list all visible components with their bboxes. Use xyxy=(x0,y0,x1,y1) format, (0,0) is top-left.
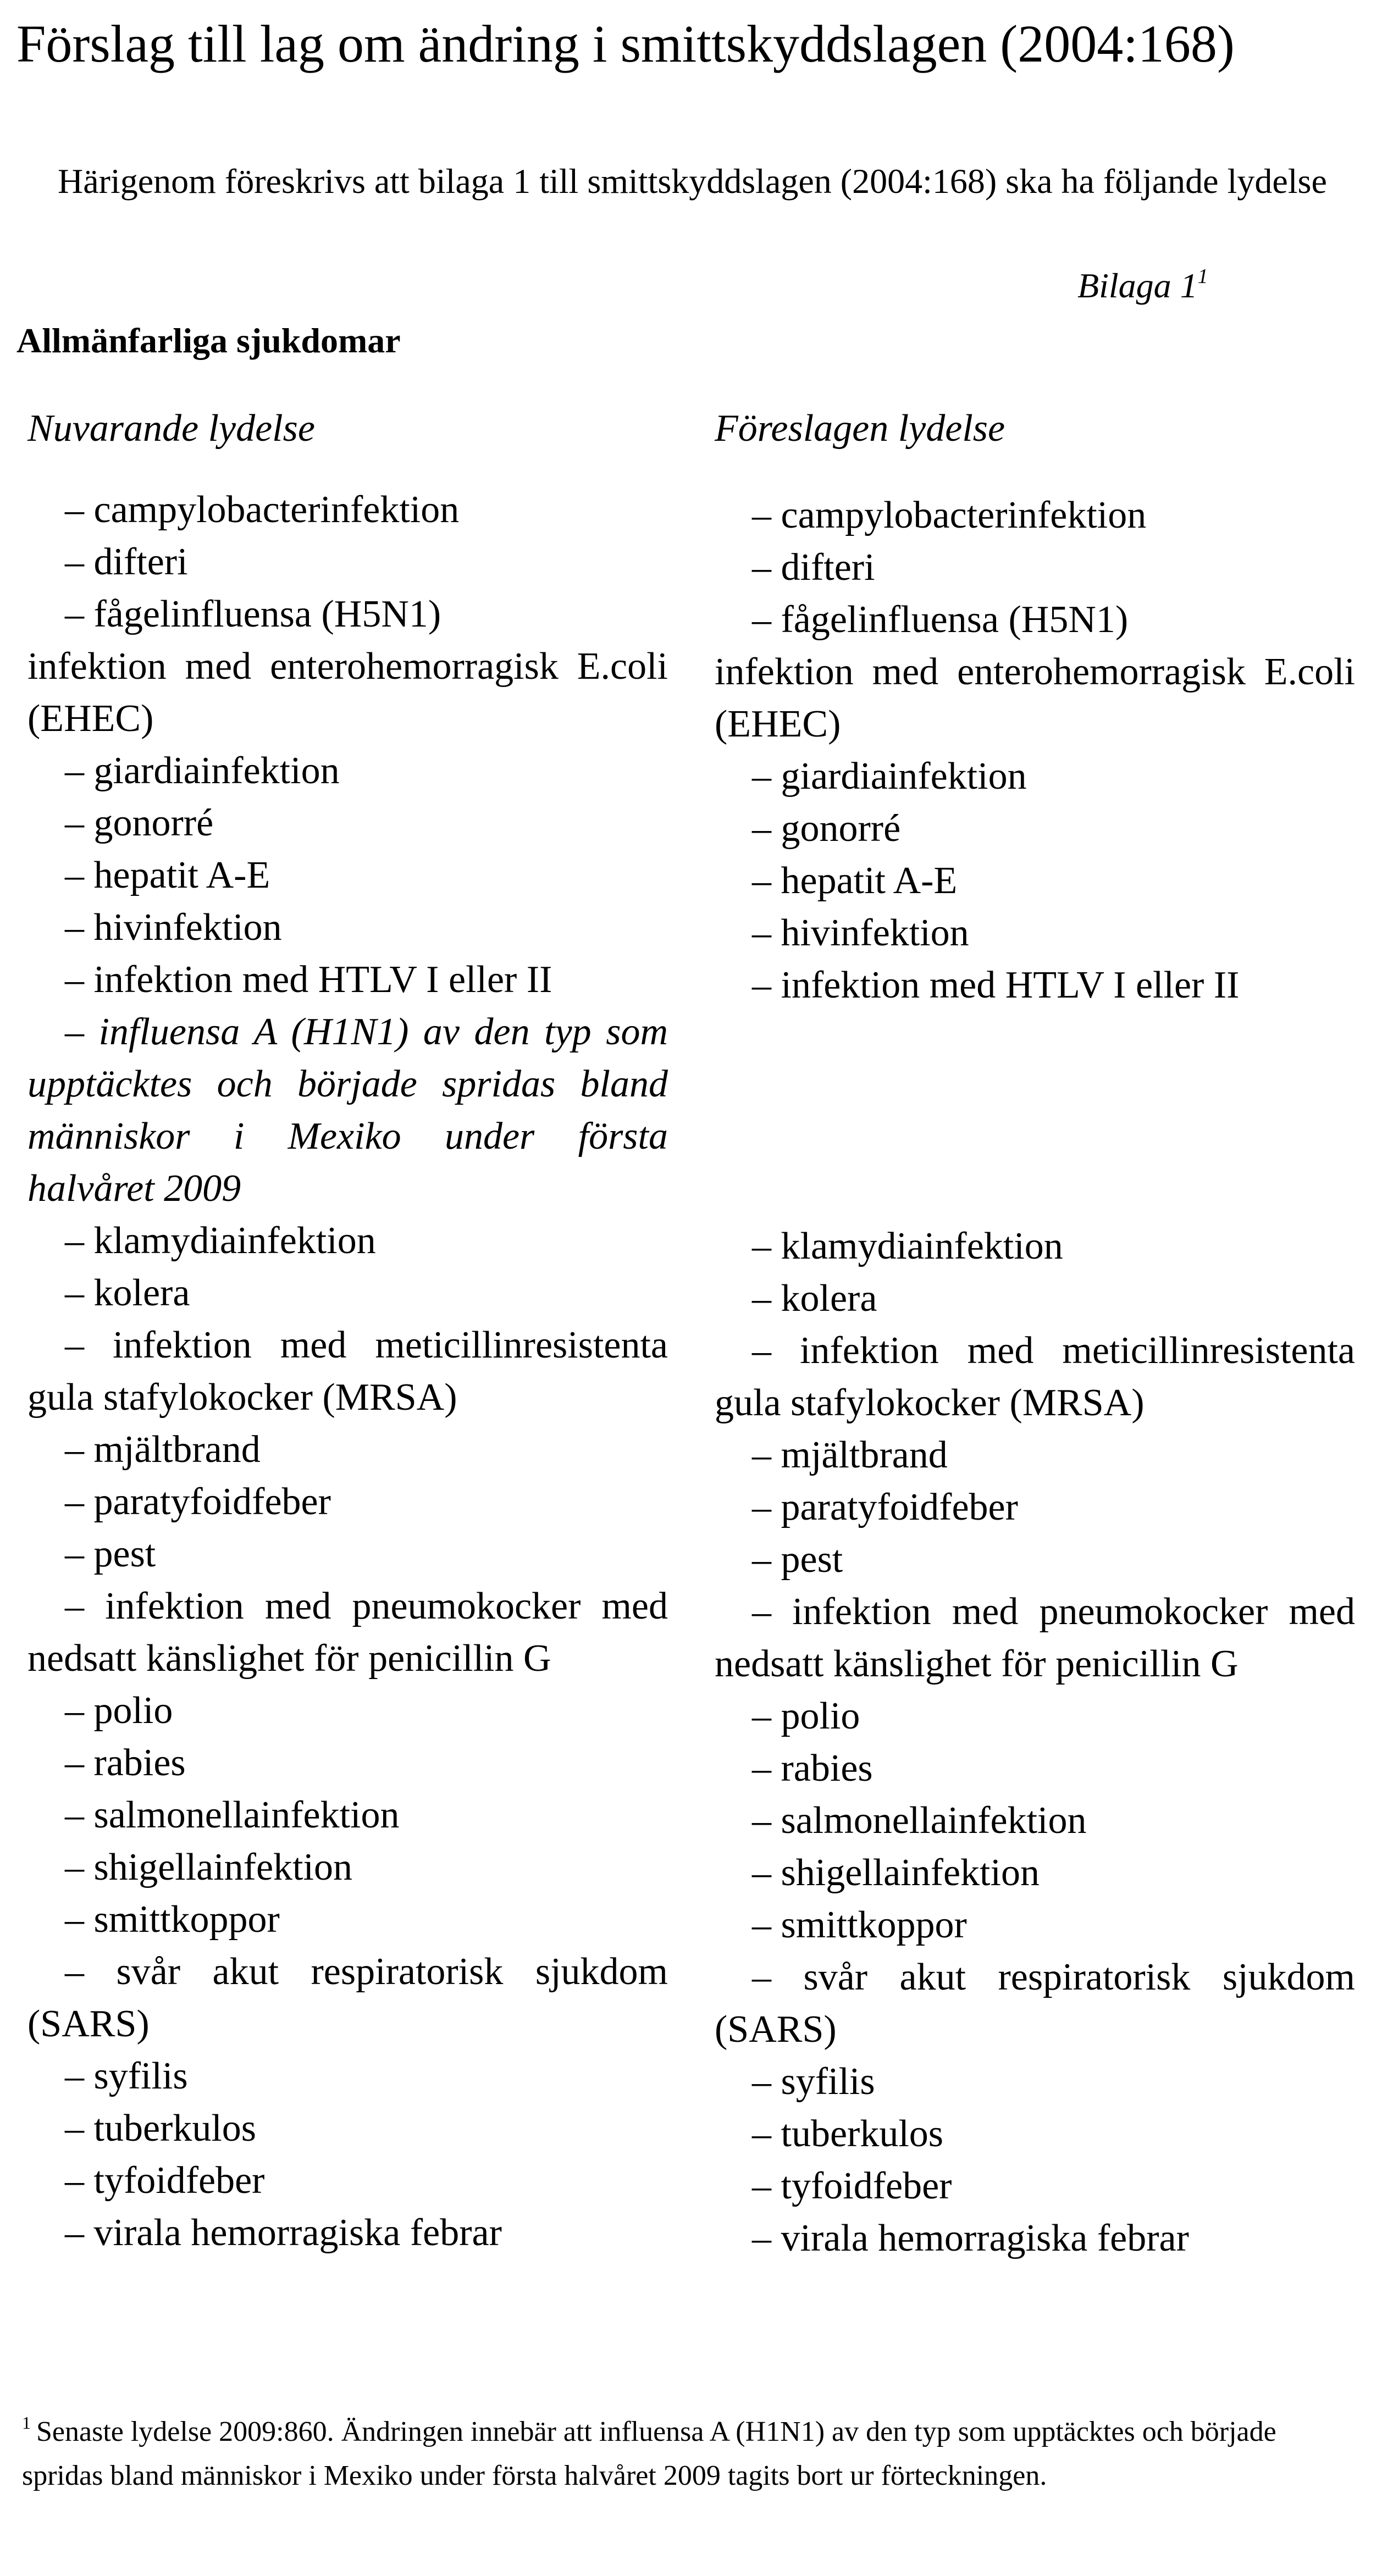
list-item: – rabies xyxy=(752,1747,873,1790)
appendix-label xyxy=(1077,258,1208,313)
list-item: infektion med enterohemorragisk E.coli (EHEC) xyxy=(27,645,668,740)
intro-paragraph: Härigenom föreskrivs att bilaga 1 till smittskyddslagen (2004:168) ska ha följande lydelse xyxy=(58,162,1327,201)
list-item: – salmonellainfektion xyxy=(752,1799,1087,1842)
list-item: – tuberkulos xyxy=(65,2107,257,2150)
list-item: – kolera xyxy=(752,1277,877,1320)
list-item: – hivinfektion xyxy=(752,912,969,954)
section-heading: Allmänfarliga sjukdomar xyxy=(16,321,401,360)
list-item: – salmonellainfektion xyxy=(65,1794,400,1836)
list-item: – gonorré xyxy=(65,802,214,844)
list-item: – tyfoidfeber xyxy=(65,2159,265,2202)
list-item: – infektion med HTLV I eller II xyxy=(752,964,1240,1006)
list-item: – gonorré xyxy=(752,807,901,850)
list-item: – shigellainfektion xyxy=(65,1846,352,1888)
list-item: – giardiainfektion xyxy=(65,750,340,792)
list-item: – syfilis xyxy=(752,2060,875,2103)
list-item: – tyfoidfeber xyxy=(752,2165,952,2207)
removed-list-item: – influensa A (H1N1) av den typ som upptäcktes och började spridas bland människor i Mexiko under första halvåret 2009 xyxy=(27,1011,668,1210)
list-item: – klamydiainfektion xyxy=(752,1225,1063,1267)
list-item: – virala hemorragiska febrar xyxy=(65,2212,502,2254)
list-item: – campylobacterinfektion xyxy=(65,489,460,531)
footnote-marker: 1 xyxy=(22,2413,31,2433)
list-item: – polio xyxy=(65,1689,173,1732)
list-item: – smittkoppor xyxy=(752,1904,967,1946)
list-item: – svår akut respiratorisk sjukdom (SARS) xyxy=(715,1956,1355,2051)
list-item: – virala hemorragiska febrar xyxy=(752,2217,1189,2259)
list-item: – kolera xyxy=(65,1272,190,1314)
footnote-text: Senaste lydelse 2009:860. Ändringen innebär att influensa A (H1N1) av den typ som upptäcktes och började spridas bland människor i Mexiko under första halvåret 2009 tagits bort ur förteckningen. xyxy=(22,2416,1276,2491)
list-item: – polio xyxy=(752,1695,860,1737)
proposed-column-heading: Föreslagen lydelse xyxy=(715,407,1005,450)
list-item: – infektion med meticillinresistenta gula stafylokocker (MRSA) xyxy=(27,1324,668,1419)
list-item: – difteri xyxy=(752,546,875,589)
list-item: – pest xyxy=(752,1538,843,1581)
list-item: – fågelinfluensa (H5N1) xyxy=(65,593,441,635)
list-item: – shigellainfektion xyxy=(752,1852,1040,1894)
list-item: – paratyfoidfeber xyxy=(752,1486,1018,1528)
list-item: – campylobacterinfektion xyxy=(752,494,1147,536)
list-item: infektion med enterohemorragisk E.coli (EHEC) xyxy=(715,651,1355,745)
list-item: – infektion med HTLV I eller II xyxy=(65,959,552,1001)
list-item: – syfilis xyxy=(65,2055,188,2097)
list-item: – pest xyxy=(65,1533,156,1575)
removed-entry-gap xyxy=(715,1011,1355,1220)
list-item: – giardiainfektion xyxy=(752,755,1027,797)
appendix-footnote-marker: 1 xyxy=(1197,265,1208,288)
list-item: – klamydiainfektion xyxy=(65,1220,376,1262)
list-item: – smittkoppor xyxy=(65,1898,280,1941)
list-item: – svår akut respiratorisk sjukdom (SARS) xyxy=(27,1951,668,2045)
list-item: – fågelinfluensa (H5N1) xyxy=(752,599,1129,641)
list-item: – rabies xyxy=(65,1742,186,1784)
list-item: – hepatit A-E xyxy=(65,854,270,896)
current-wording-column xyxy=(27,484,668,2259)
appendix-label-text: Bilaga 1 xyxy=(1077,266,1198,305)
list-item: – mjältbrand xyxy=(65,1428,261,1471)
list-item: – mjältbrand xyxy=(752,1434,948,1476)
list-item: – infektion med meticillinresistenta gula stafylokocker (MRSA) xyxy=(715,1329,1355,1424)
list-item: – infektion med pneumokocker med nedsatt känslighet för penicillin G xyxy=(27,1585,668,1680)
list-item: – difteri xyxy=(65,541,188,583)
page-title: Förslag till lag om ändring i smittskyddslagen (2004:168) xyxy=(16,14,1235,73)
list-item: – hepatit A-E xyxy=(752,860,958,902)
list-item: – paratyfoidfeber xyxy=(65,1481,331,1523)
footnote xyxy=(22,2410,1363,2498)
proposed-wording-column xyxy=(715,489,1355,2264)
list-item: – infektion med pneumokocker med nedsatt känslighet för penicillin G xyxy=(715,1591,1355,1685)
list-item: – tuberkulos xyxy=(752,2113,944,2155)
current-column-heading: Nuvarande lydelse xyxy=(27,407,315,450)
list-item: – hivinfektion xyxy=(65,906,282,949)
